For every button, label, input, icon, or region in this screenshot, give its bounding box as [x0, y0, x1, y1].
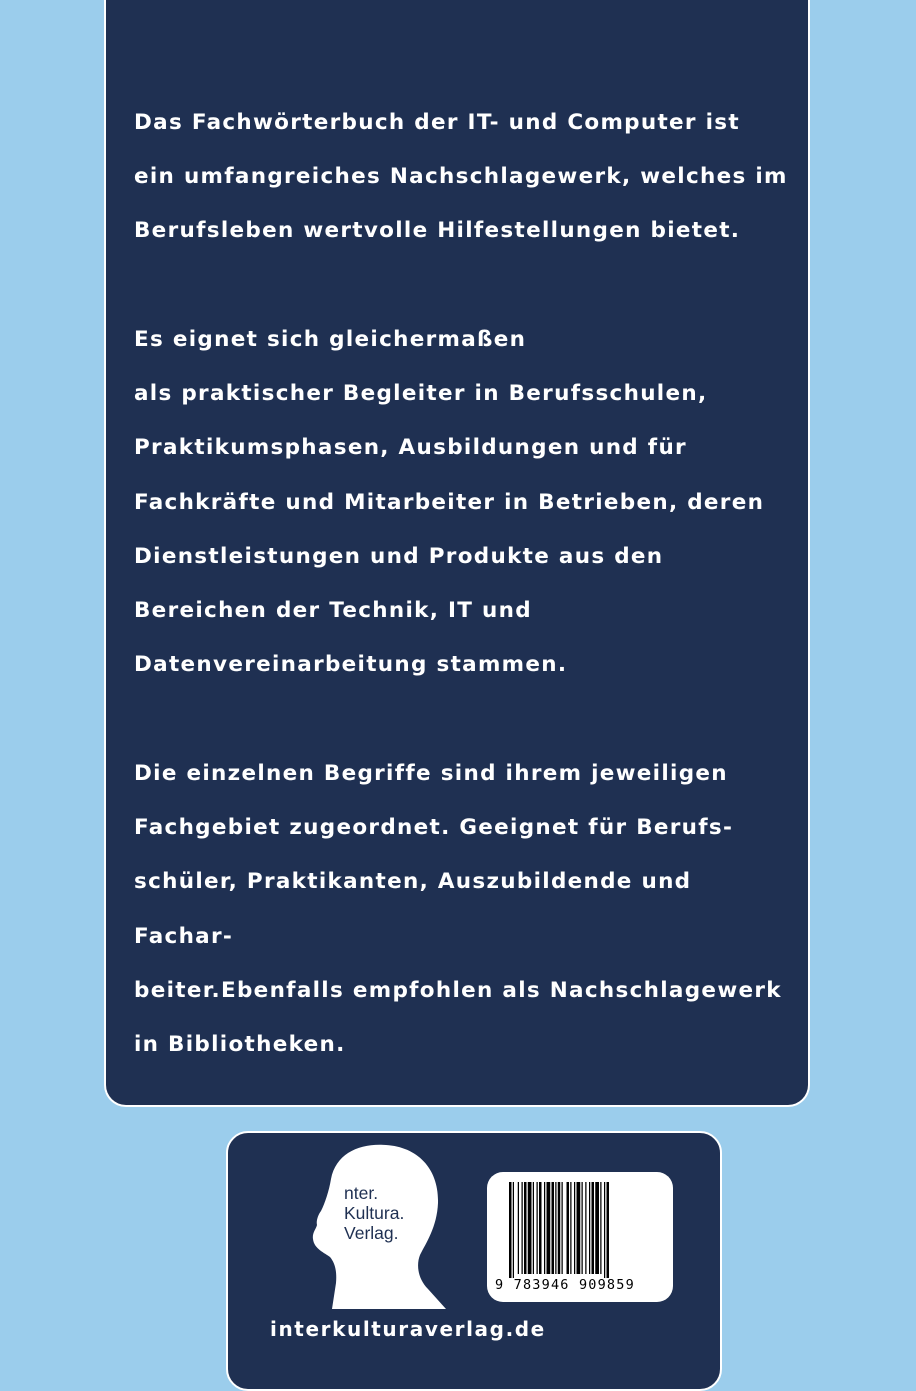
barcode-bars-icon	[487, 1172, 673, 1302]
logo-line-1: nter.	[344, 1183, 379, 1203]
barcode-bar	[589, 1182, 590, 1274]
blurb-paragraph-1: Das Fachwörterbuch der IT- und Computer ist ein umfangreiches Nachschlagewerk, welches im Berufsleben wertvolle Hilfestellungen bietet.	[134, 110, 788, 244]
barcode-number: 9 783946 909859	[495, 1277, 635, 1293]
barcode-bar	[570, 1182, 571, 1274]
barcode-bar	[518, 1182, 519, 1274]
barcode-bar	[604, 1182, 605, 1278]
barcode-bar	[595, 1182, 599, 1274]
barcode-bar	[513, 1182, 514, 1278]
isbn-barcode	[487, 1172, 673, 1302]
barcode-bar	[522, 1182, 523, 1274]
barcode-bar	[600, 1182, 601, 1274]
barcode-bar	[544, 1182, 545, 1274]
barcode-bar	[539, 1182, 542, 1274]
logo-line-3: Verlag.	[344, 1223, 399, 1243]
barcode-bar	[537, 1182, 538, 1274]
barcode-bar	[582, 1182, 583, 1274]
barcode-bar	[607, 1182, 610, 1278]
publisher-logo-text	[344, 1183, 404, 1243]
barcode-bar	[585, 1182, 586, 1274]
logo-line-2: Kultura.	[344, 1203, 405, 1223]
barcode-bar	[524, 1182, 527, 1274]
barcode-bar	[528, 1182, 532, 1274]
barcode-bar	[509, 1182, 512, 1278]
barcode-bar	[547, 1182, 551, 1274]
barcode-bar	[558, 1182, 561, 1274]
barcode-bar	[533, 1182, 534, 1274]
barcode-bar	[574, 1182, 575, 1274]
blurb-paragraph-3: Die einzelnen Begriffe sind ihrem jeweiligen Fachgebiet zugeordnet. Geeignet für Berufs- schüler, Praktikanten, Auszubildende und Fachar- beiter.Ebenfalls empfohlen als Nachschlagewerk in Bibliotheken.	[134, 761, 782, 1058]
barcode-bar	[592, 1182, 595, 1274]
barcode-bar	[555, 1182, 556, 1274]
publisher-website-link[interactable]: interkulturaverlag.de	[270, 1317, 546, 1341]
barcode-bar	[562, 1182, 563, 1274]
barcode-bar	[567, 1182, 570, 1274]
barcode-bar	[552, 1182, 555, 1274]
blurb-paragraph-2: Es eignet sich gleichermaßen als praktischer Begleiter in Berufsschulen, Praktikumsphasen, Ausbildungen und für Fachkräfte und Mitarbeiter in Betrieben, deren Dienstleistungen und Produkte aus den Bereichen der Technik, IT und Datenvereinarbeitung stammen.	[134, 327, 765, 678]
barcode-bar	[577, 1182, 581, 1274]
